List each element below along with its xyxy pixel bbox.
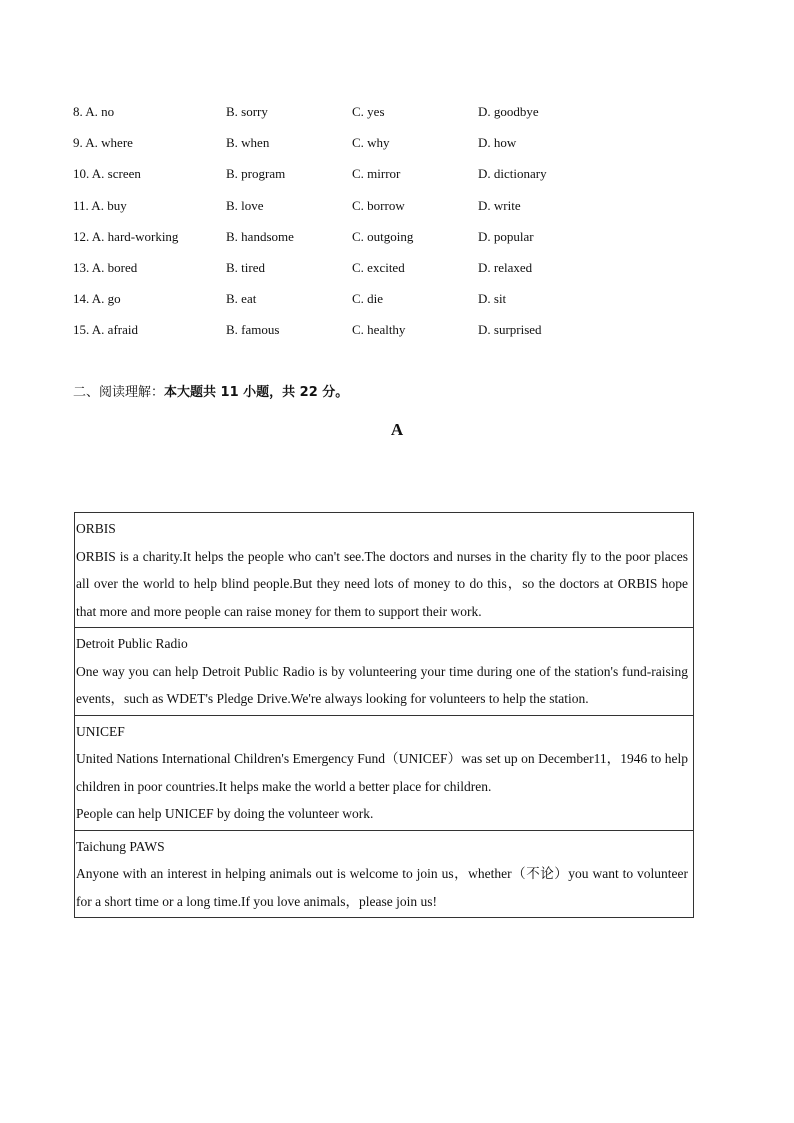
option-c: C. healthy: [352, 322, 406, 338]
option-d: D. write: [478, 197, 521, 213]
section-heading: [73, 383, 348, 403]
ad-paragraph: United Nations International Children's Emergency Fund（UNICEF）was set up on December11，1946 to help children in poor countries.It helps make the world a better place for children.: [76, 751, 688, 794]
option-c: C. yes: [352, 104, 385, 119]
table-row: [75, 715, 694, 830]
option-row-10: [73, 163, 633, 194]
option-c: C. mirror: [352, 166, 401, 182]
section-prefix: 二、阅读理解：: [73, 385, 165, 400]
option-b: B. sorry: [226, 104, 268, 119]
option-d: D. relaxed: [478, 259, 533, 275]
option-row-8: [73, 101, 633, 132]
table-row: [75, 628, 694, 716]
ad-name: ORBIS: [76, 521, 116, 536]
option-b: B. tired: [226, 259, 265, 275]
option-b: B. eat: [226, 291, 257, 307]
table-row: [75, 513, 694, 628]
option-a: 14. A. go: [73, 291, 121, 307]
ad-cell: [75, 830, 694, 918]
option-d: D. sit: [478, 291, 507, 307]
ad-body: [76, 745, 688, 828]
option-c: C. die: [352, 291, 384, 307]
option-b: B. program: [226, 166, 286, 182]
option-d: D. how: [478, 135, 517, 151]
option-a: 12. A. hard-working: [73, 228, 179, 244]
option-d: D. goodbye: [478, 104, 539, 119]
option-d: D. dictionary: [478, 166, 547, 182]
option-d: D. surprised: [478, 322, 542, 338]
option-c: C. why: [352, 135, 390, 151]
ad-cell: [75, 513, 694, 628]
option-c: C. excited: [352, 259, 405, 275]
ad-body: [76, 658, 688, 713]
ad-cell: [75, 715, 694, 830]
option-b: B. when: [226, 135, 270, 151]
ad-paragraph: ORBIS is a charity.It helps the people who can't see.The doctors and nurses in the charity fly to the poor places all over the world to help blind people.But they need lots of money to do this，so the doctors at ORBIS hope that more and more people can raise money for them to support their work.: [76, 548, 688, 619]
passage-label: A: [390, 420, 404, 439]
option-row-11: [73, 195, 633, 226]
option-b: B. love: [226, 197, 264, 213]
option-a: 8. A. no: [73, 104, 115, 119]
option-a: 15. A. afraid: [73, 322, 138, 338]
option-row-15: [73, 319, 633, 350]
ad-body: [76, 543, 688, 626]
option-a: 9. A. where: [73, 135, 133, 151]
ad-name: Detroit Public Radio: [76, 636, 188, 651]
ad-cell: [75, 628, 694, 716]
ad-paragraph: People can help UNICEF by doing the volunteer work.: [76, 806, 374, 821]
option-row-13: [73, 257, 633, 288]
option-d: D. popular: [478, 228, 534, 244]
option-row-12: [73, 226, 633, 257]
option-a: 11. A. buy: [73, 197, 127, 213]
ad-paragraph: One way you can help Detroit Public Radio is by volunteering your time during one of the station's fund-raising events，such as WDET's Pledge Drive.We're always looking for volunteers to help the station.: [76, 663, 688, 706]
ad-paragraph: Anyone with an interest in helping animals out is welcome to join us，whether（不论）you want to volunteer for a short time or a long time.If you love animals，please join us!: [76, 866, 688, 909]
option-row-9: [73, 132, 633, 163]
ad-body: [76, 860, 688, 915]
ad-name: UNICEF: [76, 723, 125, 739]
charity-ads-table: [74, 512, 694, 918]
table-row: [75, 830, 694, 918]
option-b: B. handsome: [226, 228, 294, 244]
option-c: C. borrow: [352, 197, 405, 213]
option-a: 13. A. bored: [73, 259, 138, 275]
option-a: 10. A. screen: [73, 166, 141, 182]
option-b: B. famous: [226, 322, 280, 338]
ad-name: Taichung PAWS: [76, 838, 165, 854]
option-c: C. outgoing: [352, 228, 414, 244]
section-title: 本大题共 11 小题，共 22 分。: [164, 385, 349, 400]
cloze-options: [73, 101, 633, 351]
option-row-14: [73, 288, 633, 319]
